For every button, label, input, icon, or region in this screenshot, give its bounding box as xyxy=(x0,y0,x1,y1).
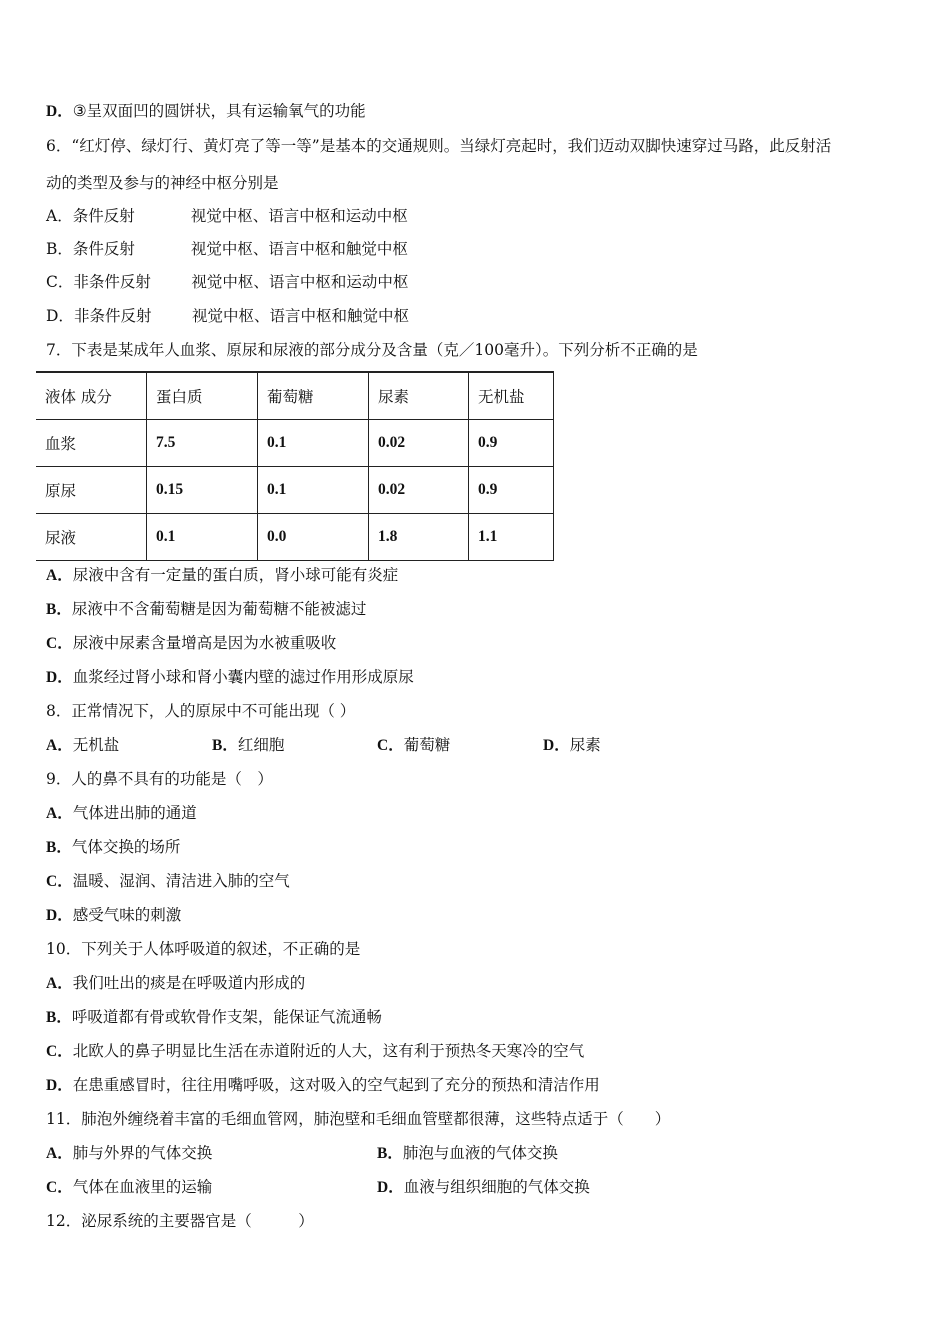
q6-option-c xyxy=(46,271,408,293)
table-cell: 0.15 xyxy=(147,467,258,514)
table-header-cell: 蛋白质 xyxy=(147,372,258,420)
option-label: A． xyxy=(46,1145,73,1162)
option-text: 呼吸道都有骨或软骨作支架，能保证气流通畅 xyxy=(71,1008,382,1026)
q8-option-c xyxy=(377,734,450,757)
q7-option-b xyxy=(46,598,366,621)
option-label: A． xyxy=(46,805,73,822)
q10-option-d xyxy=(46,1074,600,1097)
table-cell: 0.9 xyxy=(469,420,554,467)
q8-option-b xyxy=(212,734,284,757)
table-cell: 0.0 xyxy=(258,514,369,561)
option-type: 条件反射 xyxy=(72,207,135,225)
table-header-cell: 尿素 xyxy=(369,372,469,420)
q8-option-d xyxy=(543,734,601,757)
q11-option-d xyxy=(377,1176,590,1199)
option-text: 温暖、湿润、清洁进入肺的空气 xyxy=(72,872,290,890)
table-cell: 0.1 xyxy=(258,467,369,514)
option-text: 肺与外界的气体交换 xyxy=(72,1144,213,1162)
option-type: 非条件反射 xyxy=(73,273,151,291)
option-label: A． xyxy=(46,975,73,992)
q7-option-c xyxy=(46,632,336,655)
q6-stem-line2: 动的类型及参与的神经中枢分别是 xyxy=(46,174,279,192)
option-text: 气体进出肺的通道 xyxy=(72,804,197,822)
table-header-cell: 葡萄糖 xyxy=(258,372,369,420)
option-centers: 视觉中枢、语言中枢和触觉中枢 xyxy=(190,240,408,258)
q10-stem: 10．下列关于人体呼吸道的叙述，不正确的是 xyxy=(46,940,361,958)
option-centers: 视觉中枢、语言中枢和运动中枢 xyxy=(191,273,409,291)
q6-stem-line1: 6．“红灯停、绿灯行、黄灯亮了等一等”是基本的交通规则。当绿灯亮起时，我们迈动双脚快速穿过马路，此反射活 xyxy=(46,137,832,155)
q7-stem: 7．下表是某成年人血浆、原尿和尿液的部分成分及含量（克／100毫升）。下列分析不正确的是 xyxy=(46,341,698,359)
table-cell: 0.1 xyxy=(147,514,258,561)
option-text: 血浆经过肾小球和肾小囊内壁的滤过作用形成原尿 xyxy=(72,668,414,686)
q9-option-c xyxy=(46,870,290,893)
option-centers: 视觉中枢、语言中枢和运动中枢 xyxy=(190,207,408,225)
option-text: 红细胞 xyxy=(237,736,285,754)
option-label: B． xyxy=(377,1145,403,1162)
table-header-row xyxy=(36,372,554,420)
option-label: D． xyxy=(543,737,570,754)
option-label: C． xyxy=(46,873,73,890)
q11-option-a xyxy=(46,1142,212,1165)
option-label: D． xyxy=(46,907,73,924)
option-type: 条件反射 xyxy=(72,240,135,258)
option-text: 我们吐出的痰是在呼吸道内形成的 xyxy=(72,974,306,992)
q8-stem: 8．正常情况下，人的原尿中不可能出现（ ） xyxy=(46,702,356,720)
q9-option-b xyxy=(46,836,180,859)
option-text: ③呈双面凹的圆饼状，具有运输氧气的功能 xyxy=(72,102,366,120)
table-cell: 0.9 xyxy=(469,467,554,514)
option-label: A． xyxy=(46,567,73,584)
q6-option-a xyxy=(46,205,408,227)
q10-option-b xyxy=(46,1006,382,1029)
option-label: B． xyxy=(46,240,73,258)
option-text: 感受气味的刺激 xyxy=(72,906,182,924)
option-label: B． xyxy=(46,601,72,618)
q6-option-b xyxy=(46,238,408,260)
option-text: 气体在血液里的运输 xyxy=(72,1178,213,1196)
table-cell: 尿液 xyxy=(36,514,147,561)
option-label: D． xyxy=(46,103,73,120)
q6-option-d xyxy=(46,305,409,327)
table-header-cell: 液体 成分 xyxy=(36,372,147,420)
option-text: 在患重感冒时，往往用嘴呼吸，这对吸入的空气起到了充分的预热和清洁作用 xyxy=(72,1076,600,1094)
option-label: C． xyxy=(377,737,404,754)
table-row xyxy=(36,467,554,514)
table-cell: 1.8 xyxy=(369,514,469,561)
option-text: 尿液中含有一定量的蛋白质，肾小球可能有炎症 xyxy=(72,566,399,584)
q11-stem: 11．肺泡外缠绕着丰富的毛细血管网，肺泡壁和毛细血管壁都很薄，这些特点适于（ ） xyxy=(46,1110,671,1128)
option-label: B． xyxy=(46,1009,72,1026)
option-text: 尿液中不含葡萄糖是因为葡萄糖不能被滤过 xyxy=(71,600,367,618)
q12-stem: 12．泌尿系统的主要器官是（ ） xyxy=(46,1212,314,1230)
option-text: 气体交换的场所 xyxy=(71,838,181,856)
table-cell: 0.02 xyxy=(369,467,469,514)
q8-option-a xyxy=(46,734,119,757)
q10-option-a xyxy=(46,972,305,995)
q11-option-c xyxy=(46,1176,212,1199)
option-label: D． xyxy=(46,669,73,686)
q7-table xyxy=(36,371,554,561)
table-cell: 7.5 xyxy=(147,420,258,467)
q7-option-a xyxy=(46,564,398,587)
option-label: C． xyxy=(46,273,74,291)
option-text: 血液与组织细胞的气体交换 xyxy=(403,1178,590,1196)
table-row xyxy=(36,420,554,467)
q5-option-d xyxy=(46,100,366,123)
table-cell: 1.1 xyxy=(469,514,554,561)
q9-option-a xyxy=(46,802,197,825)
option-label: B． xyxy=(212,737,238,754)
option-label: C． xyxy=(46,635,73,652)
option-text: 无机盐 xyxy=(72,736,120,754)
table-row xyxy=(36,514,554,561)
option-text: 葡萄糖 xyxy=(403,736,451,754)
q9-option-d xyxy=(46,904,181,927)
option-text: 北欧人的鼻子明显比生活在赤道附近的人大，这有利于预热冬天寒冷的空气 xyxy=(72,1042,585,1060)
table-cell: 0.02 xyxy=(369,420,469,467)
option-label: D． xyxy=(377,1179,404,1196)
option-label: C． xyxy=(46,1043,73,1060)
option-label: D． xyxy=(46,307,74,325)
q11-option-b xyxy=(377,1142,558,1165)
option-label: A． xyxy=(46,737,73,754)
q10-option-c xyxy=(46,1040,584,1063)
option-label: C． xyxy=(46,1179,73,1196)
option-label: A． xyxy=(46,207,73,225)
q7-option-d xyxy=(46,666,414,689)
option-type: 非条件反射 xyxy=(73,307,152,325)
table-header-cell: 无机盐 xyxy=(469,372,554,420)
q9-stem: 9．人的鼻不具有的功能是（ ） xyxy=(46,770,273,788)
option-text: 尿液中尿素含量增高是因为水被重吸收 xyxy=(72,634,337,652)
option-centers: 视觉中枢、语言中枢和触觉中枢 xyxy=(191,307,409,325)
option-label: B． xyxy=(46,839,72,856)
table-cell: 0.1 xyxy=(258,420,369,467)
table-cell: 血浆 xyxy=(36,420,147,467)
option-label: D． xyxy=(46,1077,73,1094)
option-text: 尿素 xyxy=(569,736,601,754)
option-text: 肺泡与血液的气体交换 xyxy=(402,1144,558,1162)
table-cell: 原尿 xyxy=(36,467,147,514)
